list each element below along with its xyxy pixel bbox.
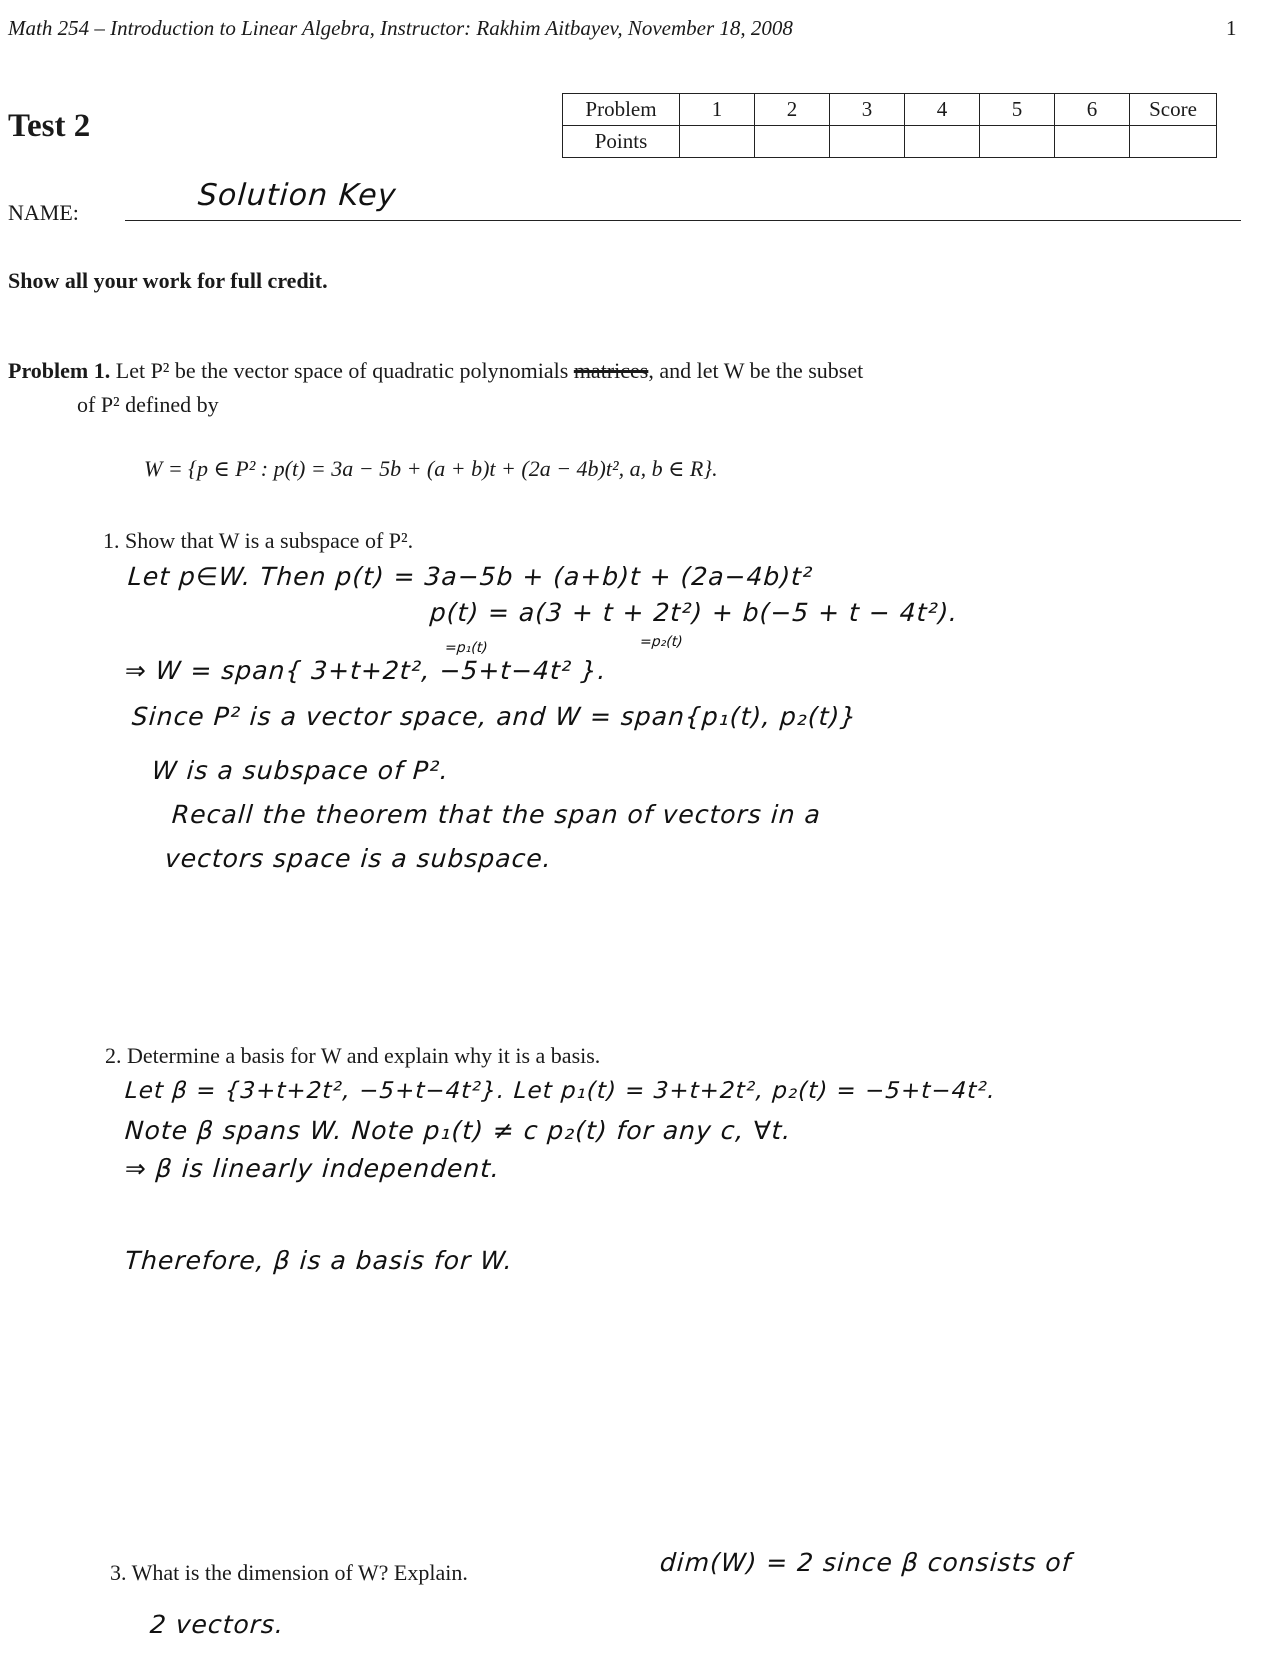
column-header: 1 <box>680 94 755 126</box>
page-number: 1 <box>1226 16 1237 40</box>
struck-word: matrices <box>573 358 649 383</box>
problem1-text: Let P² be the vector space of quadratic polynomials <box>115 358 569 383</box>
annotation: =p₁(t) <box>444 640 489 656</box>
instructions: Show all your work for full credit. <box>8 268 328 293</box>
answer-line: Let p∈W. Then p(t) = 3a−5b + (a+b)t + (2a−4b)t² <box>126 562 814 591</box>
column-header: 6 <box>1055 94 1130 126</box>
column-header: 4 <box>905 94 980 126</box>
problem1-label: Problem 1. <box>8 358 111 383</box>
name-value: Solution Key <box>196 178 398 213</box>
annotation: =p₂(t) <box>639 634 684 650</box>
problem1-intro-line2: of P² defined by <box>77 392 219 417</box>
name-label: NAME: <box>8 200 79 225</box>
answer-line: p(t) = a(3 + t + 2t²) + b(−5 + t − 4t²). <box>428 598 960 627</box>
answer-line: Let β = {3+t+2t², −5+t−4t²}. Let p₁(t) = 3+t+2t², p₂(t) = −5+t−4t². <box>124 1078 997 1104</box>
question-2: 2. Determine a basis for W and explain why it is a basis. <box>105 1043 601 1068</box>
points-cell <box>1130 126 1217 158</box>
test-title: Test 2 <box>8 108 91 144</box>
column-header: 3 <box>830 94 905 126</box>
column-header: Score <box>1130 94 1217 126</box>
answer-line: 2 vectors. <box>148 1610 286 1639</box>
points-cell <box>680 126 755 158</box>
answer-line: vectors space is a subspace. <box>163 844 553 873</box>
row-header: Problem <box>563 94 680 126</box>
name-line <box>125 220 1241 221</box>
points-cell <box>830 126 905 158</box>
table-row <box>563 126 1217 158</box>
score-table <box>562 93 1217 158</box>
points-cell <box>755 126 830 158</box>
points-cell <box>1055 126 1130 158</box>
problem1-intro <box>8 358 863 384</box>
answer-line: ⇒ β is linearly independent. <box>123 1154 502 1183</box>
answer-line: Therefore, β is a basis for W. <box>123 1246 514 1275</box>
answer-line: dim(W) = 2 since β consists of <box>658 1548 1073 1577</box>
question-3: 3. What is the dimension of W? Explain. <box>110 1560 468 1585</box>
row-header: Points <box>563 126 680 158</box>
points-cell <box>980 126 1055 158</box>
question-1: 1. Show that W is a subspace of P². <box>103 528 414 553</box>
answer-line: ⇒ W = span{ 3+t+2t², −5+t−4t² }. <box>123 656 608 685</box>
course-header: Math 254 – Introduction to Linear Algebra, Instructor: Rakhim Aitbayev, November 18, 2008 <box>8 16 793 40</box>
answer-line: W is a subspace of P². <box>150 756 450 785</box>
points-cell <box>905 126 980 158</box>
problem1-text: , and let W be the subset <box>648 358 864 383</box>
answer-line: Note β spans W. Note p₁(t) ≠ c p₂(t) for any c, ∀t. <box>123 1116 793 1145</box>
table-row <box>563 94 1217 126</box>
answer-line: Since P² is a vector space, and W = span{p₁(t), p₂(t)} <box>130 702 859 731</box>
set-definition: W = {p ∈ P² : p(t) = 3a − 5b + (a + b)t + (2a − 4b)t², a, b ∈ R}. <box>144 456 718 481</box>
answer-line: Recall the theorem that the span of vectors in a <box>170 800 822 829</box>
column-header: 2 <box>755 94 830 126</box>
column-header: 5 <box>980 94 1055 126</box>
